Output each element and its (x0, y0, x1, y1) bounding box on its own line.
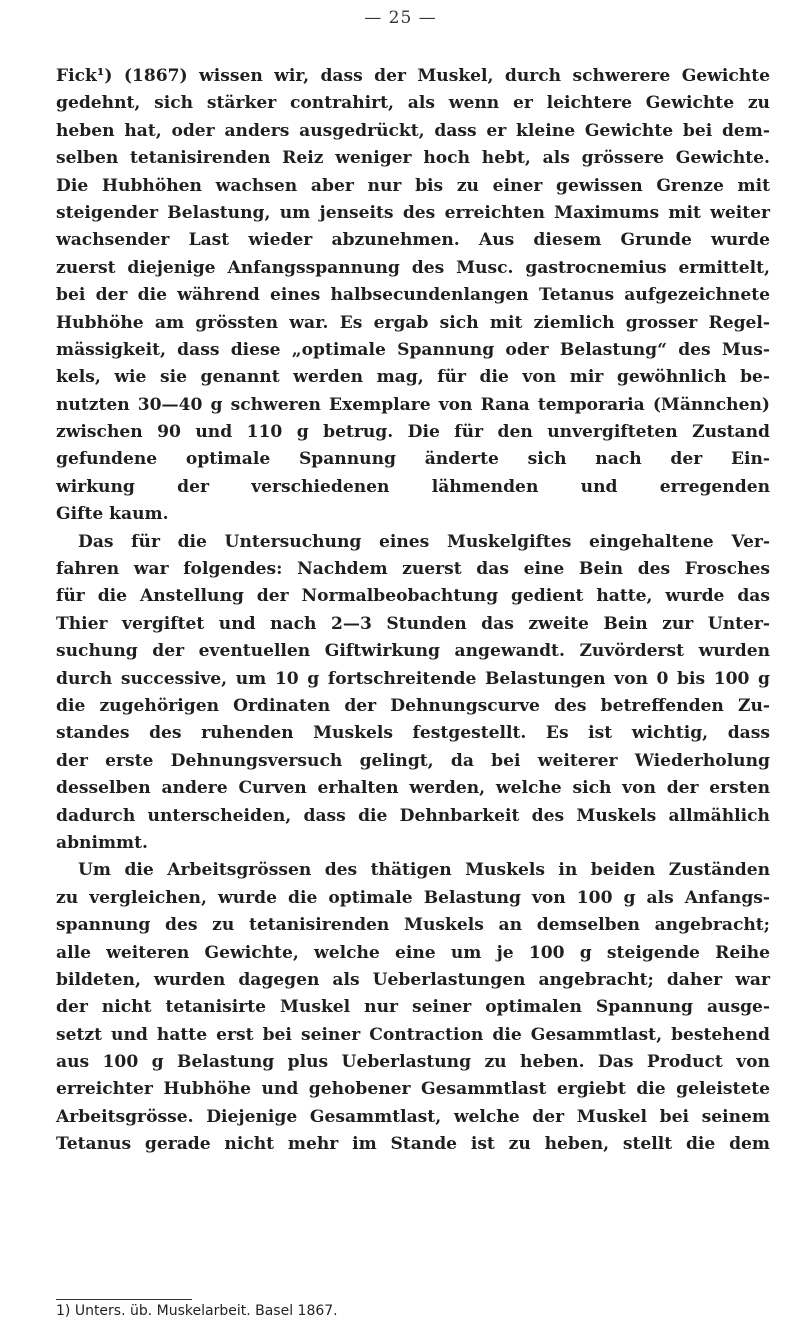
text-line: für die Anstellung der Normalbeobachtung gedient hatte, wurde das (56, 586, 770, 607)
text-line: Hubhöhe am grössten war. Es ergab sich mit ziemlich grosser Regel- (56, 312, 770, 333)
footnote-separator (56, 1299, 192, 1300)
text-line: mässigkeit, dass diese „optimale Spannung oder Belastung“ des Mus- (56, 339, 770, 360)
text-line: wachsender Last wieder abzunehmen. Aus diesem Grunde wurde (56, 230, 770, 251)
text-line: dadurch unterscheiden, dass die Dehnbarkeit des Muskels allmählich (56, 805, 770, 826)
text-line: aus 100 g Belastung plus Ueberlastung zu heben. Das Product von (56, 1052, 770, 1073)
text-line: die zugehörigen Ordinaten der Dehnungscurve des betreffenden Zu- (56, 695, 770, 716)
text-line: gefundene optimale Spannung änderte sich nach der Ein- (56, 449, 770, 470)
text-line: nutzten 30—40 g schweren Exemplare von Rana temporaria (Männchen) (56, 394, 770, 415)
text-line: durch successive, um 10 g fortschreitende Belastungen von 0 bis 100 g (56, 668, 770, 689)
text-line: Um die Arbeitsgrössen des thätigen Muskels in beiden Zuständen (78, 860, 770, 881)
text-line: fahren war folgendes: Nachdem zuerst das eine Bein des Frosches (56, 559, 770, 580)
text-line: selben tetanisirenden Reiz weniger hoch hebt, als grössere Gewichte. (56, 148, 770, 169)
text-line: kels, wie sie genannt werden mag, für die von mir gewöhnlich be- (56, 367, 770, 388)
text-line: alle weiteren Gewichte, welche eine um je 100 g steigende Reihe (56, 942, 770, 963)
body-text (56, 63, 770, 1159)
text-line: Gifte kaum. (56, 504, 169, 525)
text-line: heben hat, oder anders ausgedrückt, dass er kleine Gewichte bei dem- (56, 120, 770, 141)
text-line: Das für die Untersuchung eines Muskelgiftes eingehaltene Ver- (78, 531, 770, 552)
text-line: Tetanus gerade nicht mehr im Stande ist zu heben, stellt die dem (56, 1134, 770, 1155)
text-line: bei der die während eines halbsecundenlangen Tetanus aufgezeichnete (56, 285, 770, 306)
text-line: setzt und hatte erst bei seiner Contraction die Gesammtlast, bestehend (56, 1024, 770, 1045)
text-line: zuerst diejenige Anfangsspannung des Musc. gastrocnemius ermittelt, (56, 257, 770, 278)
text-line: abnimmt. (56, 832, 148, 853)
text-line: Arbeitsgrösse. Diejenige Gesammtlast, welche der Muskel bei seinem (56, 1106, 770, 1127)
text-line: desselben andere Curven erhalten werden, welche sich von der ersten (56, 778, 770, 799)
text-line: spannung des zu tetanisirenden Muskels an demselben angebracht; (56, 915, 770, 936)
page-number: — 25 — (364, 8, 437, 28)
text-line: Die Hubhöhen wachsen aber nur bis zu einer gewissen Grenze mit (56, 175, 770, 196)
text-line: erreichter Hubhöhe und gehobener Gesammtlast ergiebt die geleistete (56, 1079, 770, 1100)
text-line: zwischen 90 und 110 g betrug. Die für den unvergifteten Zustand (56, 422, 770, 443)
text-line: suchung der eventuellen Giftwirkung angewandt. Zuvörderst wurden (56, 641, 770, 662)
text-line: Fick¹) (1867) wissen wir, dass der Muskel, durch schwerere Gewichte (56, 66, 770, 86)
text-line: Thier vergiftet und nach 2—3 Stunden das zweite Bein zur Unter- (56, 613, 770, 634)
text-line: bildeten, wurden dagegen als Ueberlastungen angebracht; daher war (56, 969, 770, 990)
text-line: der nicht tetanisirte Muskel nur seiner optimalen Spannung ausge- (56, 997, 770, 1018)
footnote: 1) Unters. üb. Muskelarbeit. Basel 1867. (56, 1303, 338, 1319)
text-line: gedehnt, sich stärker contrahirt, als wenn er leichtere Gewichte zu (56, 93, 770, 114)
text-line: zu vergleichen, wurde die optimale Belastung von 100 g als Anfangs- (56, 887, 770, 908)
text-line: steigender Belastung, um jenseits des erreichten Maximums mit weiter (56, 202, 770, 223)
text-line: der erste Dehnungsversuch gelingt, da bei weiterer Wiederholung (56, 750, 770, 771)
text-line: standes des ruhenden Muskels festgestellt. Es ist wichtig, dass (56, 723, 770, 744)
text-line: wirkung der verschiedenen lähmenden und erregenden (56, 476, 770, 497)
